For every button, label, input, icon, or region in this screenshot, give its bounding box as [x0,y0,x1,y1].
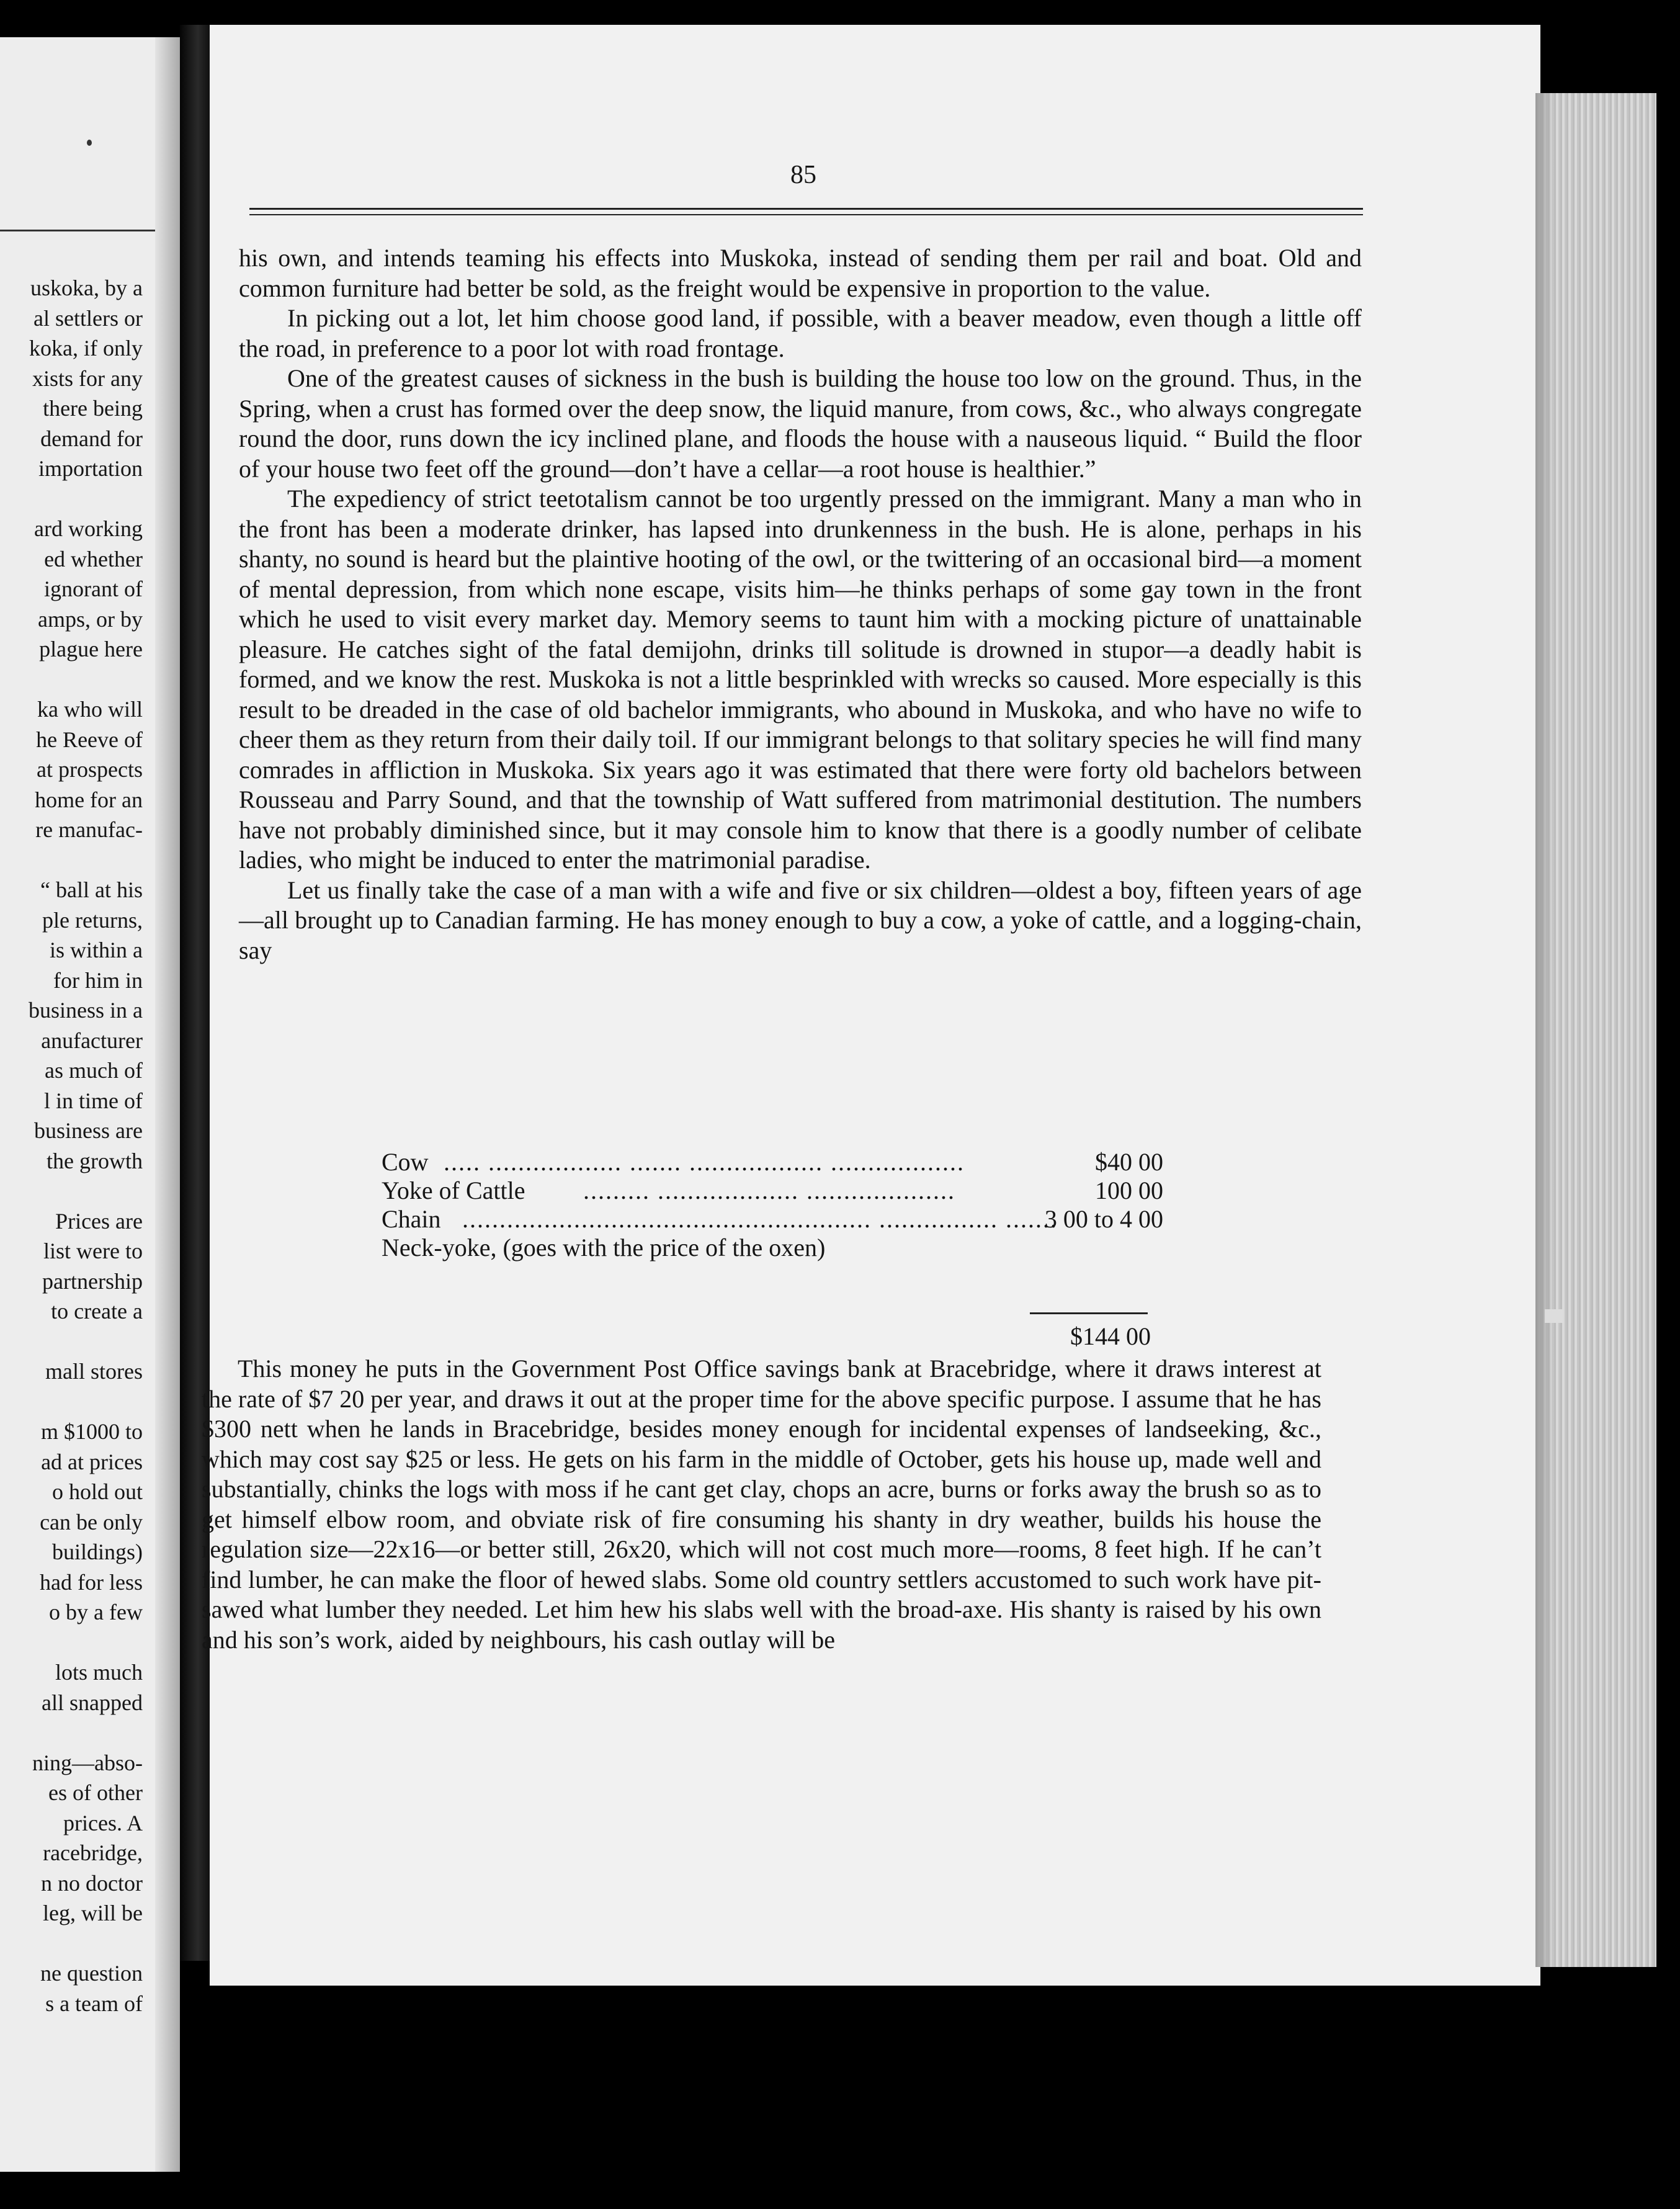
paragraph: his own, and intends teaming his effects into Muskoka, instead of sending them per rail and boat. Old and common furniture had better be sold, as the freight would be expensive in proportion to the value. [239,244,1362,302]
previous-page-line: to create a [51,1299,143,1324]
previous-page-line: for him in [53,967,143,993]
previous-page-line: plague here [39,637,143,661]
previous-page-line [0,845,143,876]
leader-dots: ..... .................. ....... .................. .................. [444,1148,965,1176]
previous-page-line: business are [34,1118,143,1143]
previous-page-line: al settlers or [34,305,143,331]
previous-page-line: as much of [45,1058,143,1083]
previous-page-line [0,1628,143,1658]
paragraph: In picking out a lot, let him choose good land, if possible, with a beaver meadow, even though a little off the road, in preference to a poor lot with road frontage. [239,304,1362,362]
paragraph: Let us finally take the case of a man with a wife and five or six children—oldest a boy, fifteen years of age—all brought up to Canadian farming. He has money enough to buy a cow, a yoke of cattle, and a logging-chain, say [239,876,1362,964]
previous-page-line: he Reeve of [36,727,143,752]
previous-page-line: re manufac- [35,817,143,842]
previous-page-line: had for less [40,1569,143,1595]
previous-page-line: importation [38,456,143,481]
previous-page-line: xists for any [32,365,143,391]
previous-page-line: ne question [40,1961,143,1986]
previous-page-text [0,273,143,2019]
previous-page-line: partnership [42,1268,143,1294]
previous-page-line [0,484,143,514]
previous-page-line: uskoka, by a [30,276,143,300]
previous-page-line: l in time of [44,1088,143,1113]
paragraph: The expediency of strict teetotalism cannot be too urgently pressed on the immigrant. Many a man who in the front has been a moderate drinker, has lapsed into drunkenness in the bush. He is alone, perhaps in his shanty, no sound is heard but the plaintive hooting of the owl, or the twittering of an occasional bird—a moment of mental depression, from which none escape, visits him—he thinks perhaps of some gay town in the front which he used to visit every market day. Memory seems to taunt him with a mocking picture of unattainable pleasure. He catches sight of the fatal demijohn, drinks till solitude is drowned in stupor—a deadly habit is formed, and we know the rest. Muskoka is not a little besprinkled with wrecks so caused. More especially is this result to be dreaded in the case of old bachelor immigrants, who abound in Muskoka, and who have no wife to cheer them as they return from their daily toil. If our immigrant belongs to that solitary species he will find many comrades in affliction in Muskoka. Six years ago it was estimated that there were forty old bachelors between Rousseau and Parry Sound, and that the township of Watt suffered from matrimonial destitution. The numbers have not probably diminished since, but it may console him to know that there is a goodly number of celibate ladies, who might be induced to enter the matrimonial paradise. [239,485,1362,874]
previous-page-line: buildings) [51,1539,143,1564]
previous-page-line: o hold out [51,1479,143,1504]
header-rule-thin [249,214,1363,215]
body-text-bottom [202,1354,1321,1655]
page-fold-shadow [155,37,180,2172]
previous-page-line: the growth [47,1148,143,1173]
previous-page-line: koka, if only [29,336,143,361]
price-row-cow [382,1148,1163,1176]
previous-page-line: demand for [40,426,143,451]
price-item: Yoke of Cattle [382,1176,525,1204]
previous-page-line: there being [43,396,143,421]
previous-page-line [0,1718,143,1748]
previous-page-line [0,1176,143,1206]
scan-speck [1545,1309,1563,1323]
body-text-top [239,243,1362,966]
price-row-chain [382,1205,1163,1234]
previous-page-line: home for an [35,787,143,812]
previous-page [0,37,180,2172]
total-rule [1030,1312,1148,1314]
previous-page-line: s a team of [45,1991,143,2016]
previous-page-line [0,665,143,695]
previous-page-line: es of other [48,1780,143,1805]
previous-page-line: lots much [55,1660,143,1685]
page-edges [1535,93,1656,1967]
leader-dots: ....................................................... ................ ....... [462,1205,1058,1233]
book-gutter [180,25,210,1961]
paragraph: This money he puts in the Government Post Office savings bank at Bracebridge, where it draws interest at the rate of $7 20 per year, and draws it out at the proper time for the above specific purpose. I assume that he has $300 nett when he lands in Bracebridge, besides money enough for incidental expenses of landseeking, &c., which may cost say $25 or less. He gets on his farm in the middle of October, gets his house up, made well and substantially, chinks the logs with moss if he cant get clay, chops an acre, burns or forks away the brush so as to get himself elbow room, and obviate risk of fire consuming his shanty in dry weather, builds his house the regulation size—22x16—or better still, 26x20, which will not cost much more—rooms, 8 feet high. If he can’t find lumber, he can make the floor of hewed slabs. Some old country settlers accustomed to such work have pit-sawed what lumber they needed. Let him hew his slabs well with the broad-axe. His shanty is raised by his own and his son’s work, aided by neighbours, his cash outlay will be [202,1355,1321,1654]
previous-page-line: n no doctor [41,1870,143,1896]
previous-page-line: leg, will be [43,1901,143,1925]
previous-page-line: ignorant of [44,576,143,601]
previous-page-line: mall stores [45,1359,143,1384]
ink-speck [87,140,92,146]
previous-page-line: o by a few [49,1600,143,1624]
previous-page-line: m $1000 to [40,1419,143,1444]
previous-page-line [0,1327,143,1357]
previous-page-line: prices. A [63,1810,143,1835]
previous-page-line [0,1929,143,1959]
previous-page-line: ad at prices [41,1449,143,1474]
previous-page-line: ed whether [44,546,143,571]
previous-page-line: Prices are [55,1208,143,1234]
paragraph: One of the greatest causes of sickness in the bush is building the house too low on the ground. Thus, in the Spring, when a crust has formed over the deep snow, the liquid manure, from cows, &c., who always congregate round the door, runs down the icy inclined plane, and floods the house with a nauseous liquid. “ Build the floor of your house two feet off the ground—don’t have a cellar—a root house is healthier.” [239,364,1362,483]
price-amount: 3 00 to 4 00 [1044,1205,1163,1233]
previous-page-line: ning—abso- [32,1750,143,1775]
previous-page-line: ka who will [37,697,143,722]
previous-page-line [0,1387,143,1417]
previous-page-line: can be only [40,1509,143,1535]
price-amount: 100 00 [1095,1176,1163,1204]
previous-page-line: ple returns, [42,907,143,933]
previous-page-line: is within a [50,938,143,962]
price-list [382,1148,1163,1262]
price-total: $144 00 [1070,1322,1151,1350]
previous-page-line: all snapped [42,1690,143,1715]
price-item: Chain [382,1205,441,1233]
previous-page-line: ard working [34,516,143,541]
previous-page-rule [0,230,163,231]
previous-page-line: list were to [43,1239,143,1263]
previous-page-line: “ ball at his [40,877,143,902]
price-item: Neck-yoke, (goes with the price of the oxen) [382,1234,826,1261]
price-row-yoke [382,1176,1163,1205]
page-number: 85 [790,161,816,189]
previous-page-line: at prospects [37,757,143,782]
price-row-neck-yoke [382,1234,1163,1262]
previous-page-line: business in a [29,998,143,1023]
leader-dots: ......... ................... .................... [583,1176,955,1204]
previous-page-line: racebridge, [43,1840,143,1865]
price-amount: $40 00 [1095,1148,1163,1176]
previous-page-line: amps, or by [38,606,143,632]
previous-page-line: anufacturer [41,1028,143,1053]
price-item: Cow [382,1148,429,1176]
header-rule [249,208,1363,210]
